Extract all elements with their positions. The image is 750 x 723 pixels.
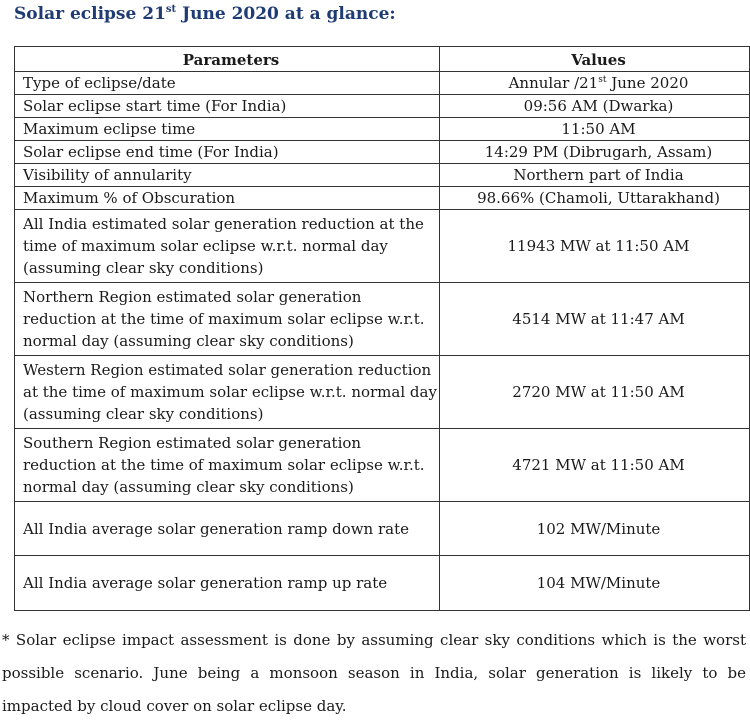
parameters-header: Parameters (15, 47, 440, 72)
table-row (15, 210, 750, 283)
values-header: Values (440, 47, 750, 72)
table-header-row (15, 47, 750, 72)
table-row (15, 356, 750, 429)
parameter-cell: Solar eclipse end time (For India) (15, 141, 440, 164)
parameter-cell: All India estimated solar generation reduction at the time of maximum solar eclipse w.r.t. normal day (assuming clear sky conditions) (15, 210, 440, 283)
parameter-cell: All India average solar generation ramp down rate (15, 502, 440, 556)
value-cell: 11:50 AM (440, 118, 750, 141)
table-row (15, 164, 750, 187)
table-row (15, 502, 750, 556)
table-row (15, 72, 750, 95)
parameter-cell: Northern Region estimated solar generation reduction at the time of maximum solar eclipse w.r.t. normal day (assuming clear sky conditions) (15, 283, 440, 356)
value-cell: 102 MW/Minute (440, 502, 750, 556)
table-row (15, 283, 750, 356)
table-row (15, 187, 750, 210)
eclipse-parameters-table (14, 46, 750, 611)
value-cell: 2720 MW at 11:50 AM (440, 356, 750, 429)
parameter-cell: Western Region estimated solar generation reduction at the time of maximum solar eclipse w.r.t. normal day (assuming clear sky conditions) (15, 356, 440, 429)
parameter-cell: Solar eclipse start time (For India) (15, 95, 440, 118)
parameter-cell: Type of eclipse/date (15, 72, 440, 95)
value-cell: 11943 MW at 11:50 AM (440, 210, 750, 283)
table-row (15, 556, 750, 611)
value-cell: 14:29 PM (Dibrugarh, Assam) (440, 141, 750, 164)
table-row (15, 141, 750, 164)
table-row (15, 95, 750, 118)
parameter-cell: Maximum % of Obscuration (15, 187, 440, 210)
value-cell: Northern part of India (440, 164, 750, 187)
value-cell: 104 MW/Minute (440, 556, 750, 611)
value-cell: Annular /21st June 2020 (440, 72, 750, 95)
page-title: Solar eclipse 21st June 2020 at a glance: (14, 4, 396, 24)
parameter-cell: Maximum eclipse time (15, 118, 440, 141)
footnote: * Solar eclipse impact assessment is done by assuming clear sky conditions which is the worst possible scenario. June being a monsoon season in India, solar generation is likely to be impacted by cloud cover on solar eclipse day. (2, 631, 746, 715)
value-cell: 4721 MW at 11:50 AM (440, 429, 750, 502)
parameter-cell: Southern Region estimated solar generation reduction at the time of maximum solar eclipse w.r.t. normal day (assuming clear sky conditions) (15, 429, 440, 502)
table-row (15, 118, 750, 141)
value-cell: 98.66% (Chamoli, Uttarakhand) (440, 187, 750, 210)
parameter-cell: All India average solar generation ramp up rate (15, 556, 440, 611)
value-cell: 09:56 AM (Dwarka) (440, 95, 750, 118)
value-cell: 4514 MW at 11:47 AM (440, 283, 750, 356)
table-row (15, 429, 750, 502)
parameter-cell: Visibility of annularity (15, 164, 440, 187)
